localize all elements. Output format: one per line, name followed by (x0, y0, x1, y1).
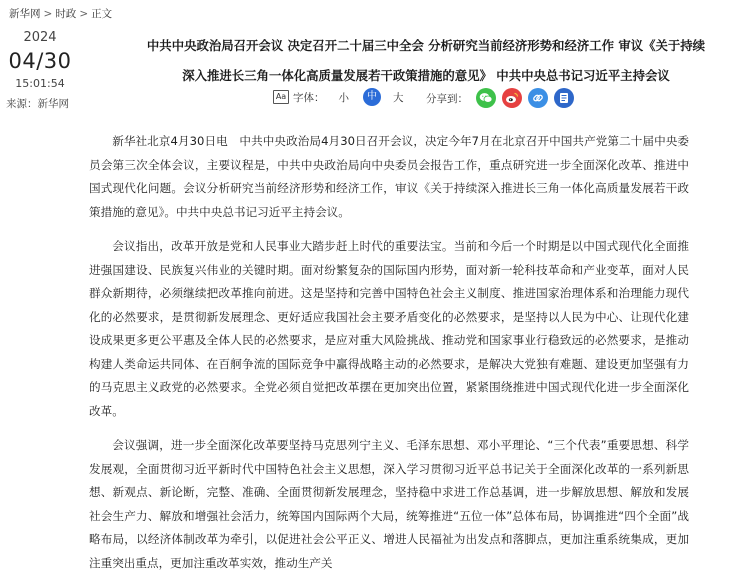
document-icon[interactable] (554, 88, 574, 108)
breadcrumb-home-link[interactable]: 新华网 (9, 8, 41, 20)
weibo-icon[interactable] (502, 88, 522, 108)
breadcrumb-separator: > (79, 8, 89, 20)
share-label: 分享到： (426, 92, 468, 105)
font-size-medium-button[interactable]: 中 (363, 88, 381, 106)
link-icon[interactable] (528, 88, 548, 108)
publish-month-day: 04/30 (8, 49, 72, 73)
font-size-icon: Aa (273, 90, 289, 104)
font-size-control (273, 88, 404, 106)
article-paragraph-3: 会议强调，进一步全面深化改革要坚持马克思列宁主义、毛泽东思想、邓小平理论、“三个代表”重要思想、科学发展观，全面贯彻习近平新时代中国特色社会主义思想，深入学习贯彻习近平总书记关于全面深化改革的一系列新思想、新观点、新论断，完整、准确、全面贯彻新发展理念，坚持稳中求进工作总基调，进一步解放思想、解放和发展社会生产力、解放和增强社会活力，统筹国内国际两个大局，统筹推进“五位一体”总体布局，协调推进“四个全面”战略布局，以经济体制改革为牵引，以促进社会公平正义、增进人民福祉为出发点和落脚点，更加注重系统集成，更加注重突出重点，更加注重改革实效，推动生产关 (89, 438, 689, 570)
breadcrumb-section-link[interactable]: 时政 (55, 8, 77, 20)
headline-line-1: 中共中央政治局召开会议 决定召开二十届三中全会 分析研究当前经济形势和经济工作 审议《关于持续 (146, 38, 706, 53)
wechat-icon[interactable] (476, 88, 496, 108)
article-paragraph-1: 新华社北京4月30日电 中共中央政治局4月30日召开会议，决定今年7月在北京召开中国共产党第二十届中央委员会第三次全体会议，主要议程是，中共中央政治局向中央委员会报告工作，重点研究进一步全面深化改革、推进中国式现代化问题。会议分析研究当前经济形势和经济工作，审议《关于持续深入推进长三角一体化高质量发展若干政策措施的意见》。中共中央总书记习近平主持会议。 (89, 134, 689, 219)
article-paragraph-2: 会议指出，改革开放是党和人民事业大踏步赶上时代的重要法宝。当前和今后一个时期是以中国式现代化全面推进强国建设、民族复兴伟业的关键时期。面对纷繁复杂的国际国内形势，面对新一轮科技革命和产业变革，面对人民群众新期待，必须继续把改革推向前进。这是坚持和完善中国特色社会主义制度、推进国家治理体系和治理能力现代化的必然要求，是贯彻新发展理念、更好适应我国社会主要矛盾变化的必然要求，是坚持以人民为中心、让现代化建设成果更多更公平惠及全体人民的必然要求，是应对重大风险挑战、推动党和国家事业行稳致远的必然要求，是推动构建人类命运共同体、在百舸争流的国际竞争中赢得战略主动的必然要求，是解决大党独有难题、建设更加坚强有力的马克思主义政党的必然要求。全党必须自觉把改革摆在更加突出位置，紧紧围绕推进中国式现代化进一步全面深化改革。 (89, 239, 689, 418)
publish-time: 15:01:54 (15, 77, 65, 90)
article-toolbar (0, 86, 740, 110)
article-body (89, 130, 689, 586)
publish-year: 2024 (23, 30, 57, 45)
breadcrumb-separator: > (43, 8, 53, 20)
font-size-small-button[interactable]: 小 (338, 91, 349, 104)
news-source: 来源：新华网 (6, 98, 69, 110)
font-size-label: 字体： (293, 91, 325, 104)
breadcrumb (9, 6, 112, 21)
share-bar (426, 88, 580, 108)
breadcrumb-current: 正文 (91, 8, 113, 20)
article-headline (126, 31, 726, 91)
headline-line-2: 深入推进长三角一体化高质量发展若干政策措施的意见》 中共中央总书记习近平主持会议 (182, 68, 670, 83)
font-size-large-button[interactable]: 大 (393, 91, 404, 104)
